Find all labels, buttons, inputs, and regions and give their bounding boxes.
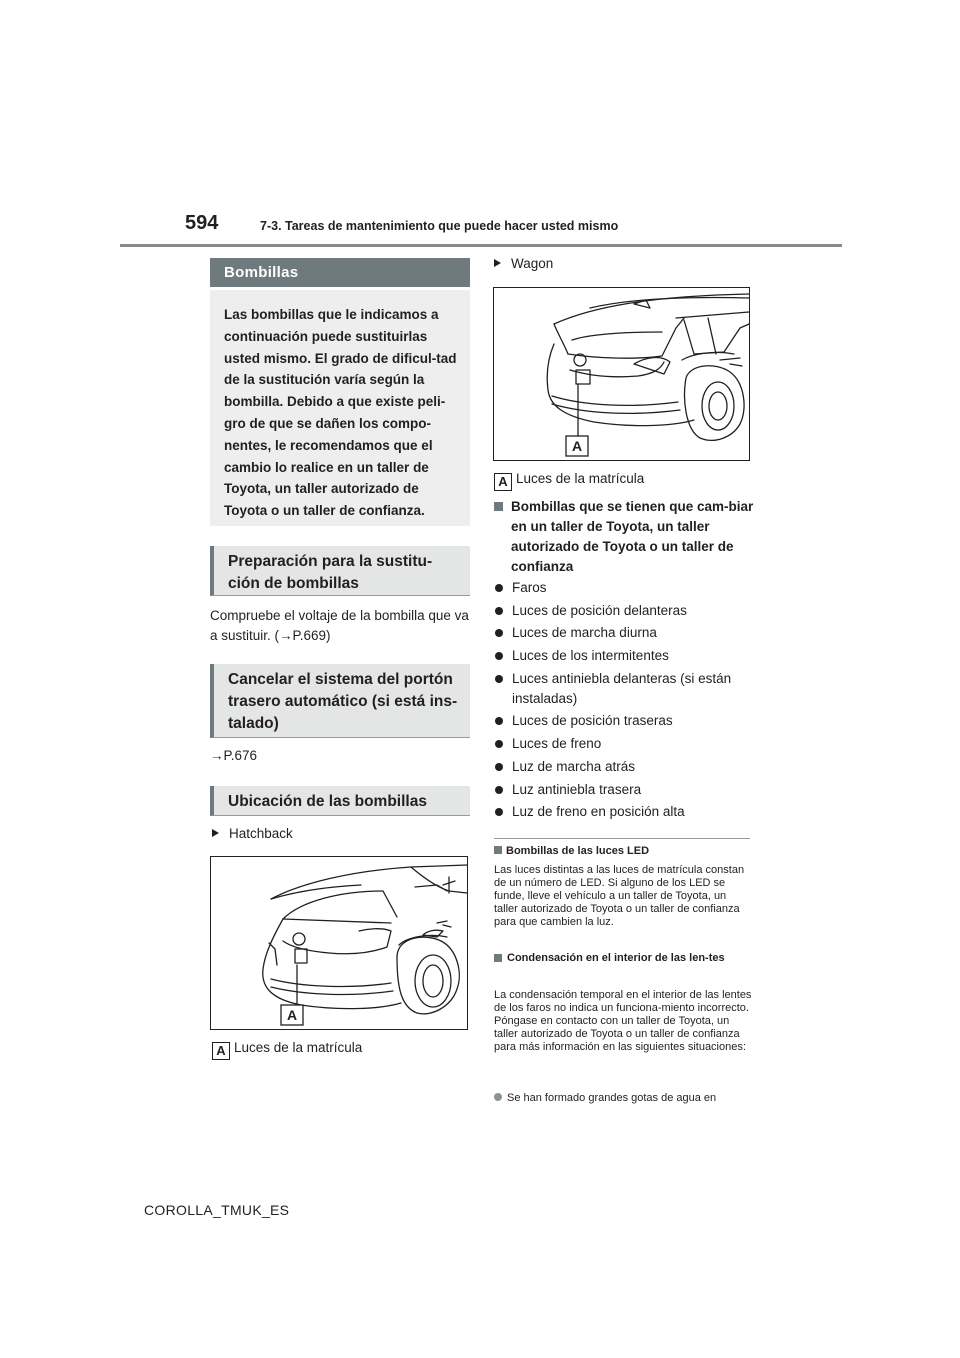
list-item: Luces antiniebla delanteras (si están instaladas) xyxy=(494,669,764,709)
note-led-text: Las luces distintas a las luces de matrícula constan de un número de LED. Si alguno de los LED se funde, lleve el vehículo a un taller de Toyota, un taller autorizado de Toyota o un taller de confianza para que cambien la luz. xyxy=(494,864,745,928)
note-condensation-bullet-text: Se han formado grandes gotas de agua en xyxy=(507,1092,717,1104)
list-item: Luz de marcha atrás xyxy=(494,757,764,777)
cancelar-reference-link[interactable]: →P.676 xyxy=(210,748,258,763)
note-condensation-bullet xyxy=(494,1092,752,1105)
notes-divider xyxy=(494,838,750,839)
svg-text:A: A xyxy=(286,1007,298,1023)
wagon-car-illustration xyxy=(494,288,749,460)
bullet-dot-icon xyxy=(495,607,503,615)
bullet-dot-icon xyxy=(495,740,503,748)
bullet-dot-icon xyxy=(495,808,503,816)
hatchback-label xyxy=(212,824,293,844)
bullet-dot-icon xyxy=(494,1093,502,1101)
note-condensation-heading-text: Condensación en el interior de las len-tes xyxy=(507,952,725,964)
workshop-bulbs-heading xyxy=(494,497,756,577)
bullet-dot-icon xyxy=(495,584,503,592)
hatchback-caption xyxy=(212,1038,362,1060)
bullet-dot-icon xyxy=(495,675,503,683)
workshop-bulbs-list xyxy=(494,578,764,825)
bullet-dot-icon xyxy=(495,763,503,771)
section-heading-ubicacion: Ubicación de las bombillas xyxy=(210,786,470,816)
list-item: Luces de posición traseras xyxy=(494,711,764,731)
figure-letter-a: A xyxy=(212,1042,230,1060)
hatchback-figure xyxy=(210,856,468,1030)
list-item: Faros xyxy=(494,578,764,598)
triangle-bullet-icon xyxy=(212,829,219,837)
list-item: Luces de freno xyxy=(494,734,764,754)
square-bullet-icon xyxy=(494,846,502,854)
note-led-heading xyxy=(494,845,752,858)
chapter-title: 7-3. Tareas de mantenimiento que puede hacer usted mismo xyxy=(260,219,619,233)
bullet-dot-icon xyxy=(495,652,503,660)
note-condensation-text: La condensación temporal en el interior de las lentes de los faros no indica un funciona-miento incorrecto. Póngase en contacto con un taller de Toyota, un taller autorizado de Toyota o un taller de confianza para más información en las siguientes situaciones: xyxy=(494,989,752,1053)
bullet-dot-icon xyxy=(495,786,503,794)
list-item: Luz antiniebla trasera xyxy=(494,780,764,800)
header-rule xyxy=(120,244,842,247)
note-led-heading-text: Bombillas de las luces LED xyxy=(506,845,650,857)
list-item: Luz de freno en posición alta xyxy=(494,802,764,822)
page-number: 594 xyxy=(185,212,219,234)
bullet-dot-icon xyxy=(495,717,503,725)
hatchback-label-text: Hatchback xyxy=(229,826,293,841)
square-bullet-icon xyxy=(494,954,502,962)
wagon-figure xyxy=(493,287,750,461)
hatchback-caption-text: Luces de la matrícula xyxy=(234,1040,363,1055)
triangle-bullet-icon xyxy=(494,259,501,267)
section-heading-cancelar: Cancelar el sistema del portón trasero automático (si está ins-talado) xyxy=(210,664,470,738)
model-code: COROLLA_TMUK_ES xyxy=(144,1202,290,1218)
svg-text:A: A xyxy=(571,438,583,454)
preparacion-text: Compruebe el voltaje de la bombilla que va a sustituir. (→P.669) xyxy=(210,608,469,643)
intro-box xyxy=(210,290,470,526)
wagon-caption-text: Luces de la matrícula xyxy=(516,471,645,486)
note-condensation-heading xyxy=(494,952,750,965)
wagon-caption xyxy=(494,469,644,491)
list-item: Luces de los intermitentes xyxy=(494,646,764,666)
bullet-dot-icon xyxy=(495,629,503,637)
square-bullet-icon xyxy=(494,502,503,511)
section-heading-bombillas: Bombillas xyxy=(210,258,470,287)
wagon-label xyxy=(494,254,553,274)
list-item: Luces de marcha diurna xyxy=(494,623,764,643)
figure-letter-a: A xyxy=(494,473,512,491)
workshop-bulbs-heading-text: Bombillas que se tienen que cam-biar en un taller de Toyota, un taller autorizado de Toyota o un taller de confianza xyxy=(511,499,754,574)
hatchback-car-illustration xyxy=(211,857,467,1029)
intro-text: Las bombillas que le indicamos a continuación puede sustituirlas usted mismo. El grado de dificul-tad de la sustitución varía según la bombilla. Debido a que existe peli-gro de que se dañen los compo-nentes, le recomendamos que el cambio lo realice en un taller de Toyota, un taller autorizado de Toyota o un taller de confianza. xyxy=(224,307,457,519)
wagon-label-text: Wagon xyxy=(511,256,554,271)
section-heading-preparacion: Preparación para la sustitu-ción de bombillas xyxy=(210,546,470,596)
list-item: Luces de posición delanteras xyxy=(494,601,764,621)
